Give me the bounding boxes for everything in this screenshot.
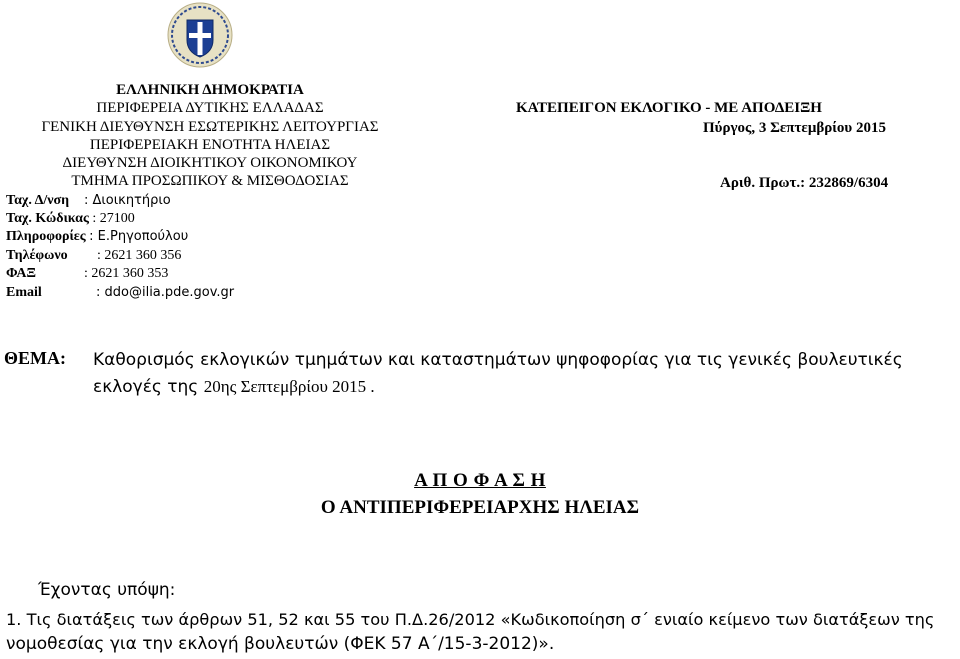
contact-info [6,229,188,245]
contact-email [6,285,234,301]
greek-emblem-icon [167,2,233,68]
contact-email-link[interactable]: : ddo@ilia.pde.gov.gr [96,285,235,300]
subject-label: ΘΕΜΑ: [4,348,66,368]
header-line-1: ΕΛΛΗΝΙΚΗ ΔΗΜΟΚΡΑΤΙΑ [116,82,304,98]
contact-postcode [6,211,135,227]
header-line-6: ΤΜΗΜΑ ΠΡΟΣΩΠΙΚΟΥ & ΜΙΣΘΟΔΟΣΙΑΣ [71,173,349,189]
decision-subtitle: Ο ΑΝΤΙΠΕΡΙΦΕΡΕΙΑΡΧΗΣ ΗΛΕΙΑΣ [320,497,640,518]
subject-line-2-text: εκλογές της [93,377,204,397]
contact-value: : 2621 360 356 [97,248,182,263]
contact-phone [6,248,181,264]
body-item-1-line-1: 1. Τις διατάξεις των άρθρων 51, 52 και 55 του Π.Δ.26/2012 «Κωδικοποίηση σ΄ ενιαίο κείμενο των διατάξεων της [6,610,935,629]
header-line-5: ΔΙΕΥΘΥΝΣΗ ΔΙΟΙΚΗΤΙΚΟΥ ΟΙΚΟΝΟΜΙΚΟΥ [62,155,358,171]
body-item-1-line-2: νομοθεσίας για την εκλογή βουλευτών (ΦΕΚ 57 Α΄/15-3-2012)». [6,634,555,654]
body-intro: Έχοντας υπόψη: [38,580,176,600]
urgent-label: ΚΑΤΕΠΕΙΓΟΝ ΕΚΛΟΓΙΚΟ - ΜΕ ΑΠΟΔΕΙΞΗ [516,100,822,116]
place-date: Πύργος, 3 Σεπτεμβρίου 2015 [703,120,886,136]
contact-label: Πληροφορίες [6,229,86,244]
contact-label: Email [6,285,42,300]
contact-label: Ταχ. Δ/νση [6,193,70,208]
contact-value: : 27100 [92,211,135,226]
contact-value: : Διοικητήριο [84,193,171,208]
subject-line-1: Καθορισμός εκλογικών τμημάτων και καταστημάτων ψηφοφορίας για τις γενικές βουλευτικές [93,350,903,370]
protocol-number: Αριθ. Πρωτ.: 232869/6304 [720,175,889,191]
header-line-4: ΠΕΡΙΦΕΡΕΙΑΚΗ ΕΝΟΤΗΤΑ ΗΛΕΙΑΣ [89,137,331,153]
contact-value: : Ε.Ρηγοπούλου [89,229,189,244]
contact-label: Τηλέφωνο [6,248,68,263]
contact-address [6,193,171,209]
decision-title: Α Π Ο Φ Α Σ Η [414,470,546,491]
header-line-2: ΠΕΡΙΦΕΡΕΙΑ ΔΥΤΙΚΗΣ ΕΛΛΑΔΑΣ [96,100,324,116]
contact-fax [6,266,168,282]
contact-value: : 2621 360 353 [84,266,169,281]
header-line-3: ΓΕΝΙΚΗ ΔΙΕΥΘΥΝΣΗ ΕΣΩΤΕΡΙΚΗΣ ΛΕΙΤΟΥΡΓΙΑΣ [41,119,379,135]
contact-label: Ταχ. Κώδικας [6,211,89,226]
subject-line-2 [93,377,375,397]
contact-label: ΦΑΞ [6,266,36,281]
subject-date: 20ης Σεπτεμβρίου 2015 . [203,377,375,396]
